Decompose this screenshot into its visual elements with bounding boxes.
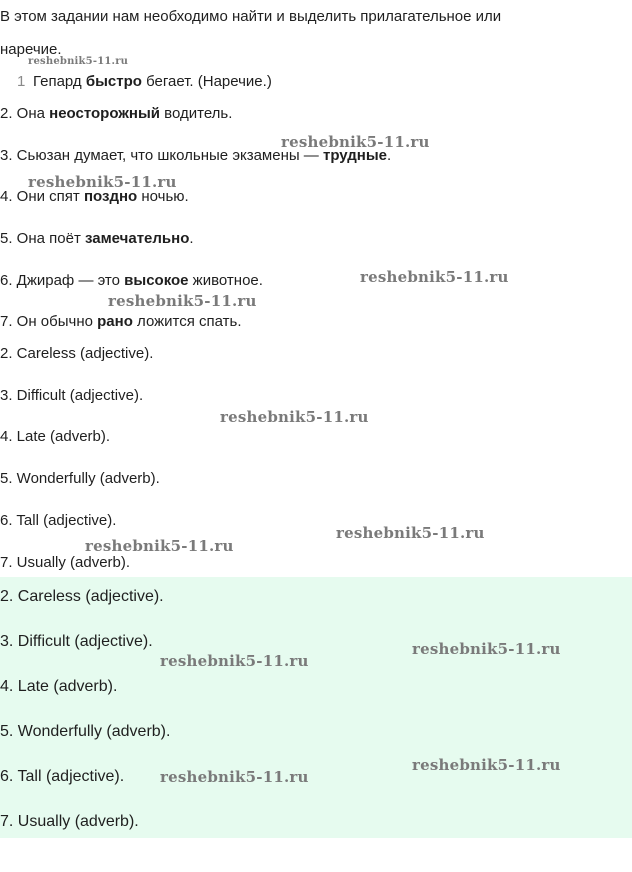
ru-item-4: 4. Они спят поздно ночью.: [0, 188, 189, 205]
ru-item-6: 6. Джираф — это высокое животное.: [0, 272, 263, 289]
watermark: reshebnik5-11.ru: [85, 537, 234, 555]
intro-line-1: В этом задании нам необходимо найти и выделить прилагательное или: [0, 8, 502, 25]
en-item-5: 5. Wonderfully (adverb).: [0, 470, 160, 487]
watermark: reshebnik5-11.ru: [28, 56, 129, 67]
watermark: reshebnik5-11.ru: [108, 292, 257, 310]
en-item-2: 2. Careless (adjective).: [0, 345, 154, 362]
answer-item-5: 5. Wonderfully (adverb).: [0, 723, 171, 740]
en-item-6: 6. Tall (adjective).: [0, 512, 117, 529]
answer-item-7: 7. Usually (adverb).: [0, 813, 139, 830]
answer-item-6: 6. Tall (adjective).: [0, 768, 125, 785]
ru-item-3: 3. Сьюзан думает, что школьные экзамены — трудные.: [0, 147, 392, 164]
answer-block: [0, 577, 632, 838]
answer-item-2: 2. Careless (adjective).: [0, 588, 164, 605]
answer-item-3: 3. Difficult (adjective).: [0, 633, 153, 650]
ru-item-7: 7. Он обычно рано ложится спать.: [0, 313, 242, 330]
watermark: reshebnik5-11.ru: [412, 640, 561, 658]
watermark: reshebnik5-11.ru: [28, 173, 177, 191]
watermark: reshebnik5-11.ru: [160, 768, 309, 786]
watermark: reshebnik5-11.ru: [360, 268, 509, 286]
watermark: reshebnik5-11.ru: [336, 524, 485, 542]
ru-item-5: 5. Она поёт замечательно.: [0, 230, 194, 247]
watermark: reshebnik5-11.ru: [281, 133, 430, 151]
en-item-7: 7. Usually (adverb).: [0, 554, 131, 571]
watermark: reshebnik5-11.ru: [412, 756, 561, 774]
watermark: reshebnik5-11.ru: [220, 408, 369, 426]
list-number: 1: [17, 73, 26, 90]
answer-item-4: 4. Late (adverb).: [0, 678, 118, 695]
watermark: reshebnik5-11.ru: [160, 652, 309, 670]
en-item-3: 3. Difficult (adjective).: [0, 387, 144, 404]
ru-item-2: 2. Она неосторожный водитель.: [0, 105, 233, 122]
en-item-4: 4. Late (adverb).: [0, 428, 111, 445]
list-item-1: 1 Гепард быстро бегает. (Наречие.): [17, 73, 272, 90]
intro-line-2: наречие.: [0, 41, 62, 58]
